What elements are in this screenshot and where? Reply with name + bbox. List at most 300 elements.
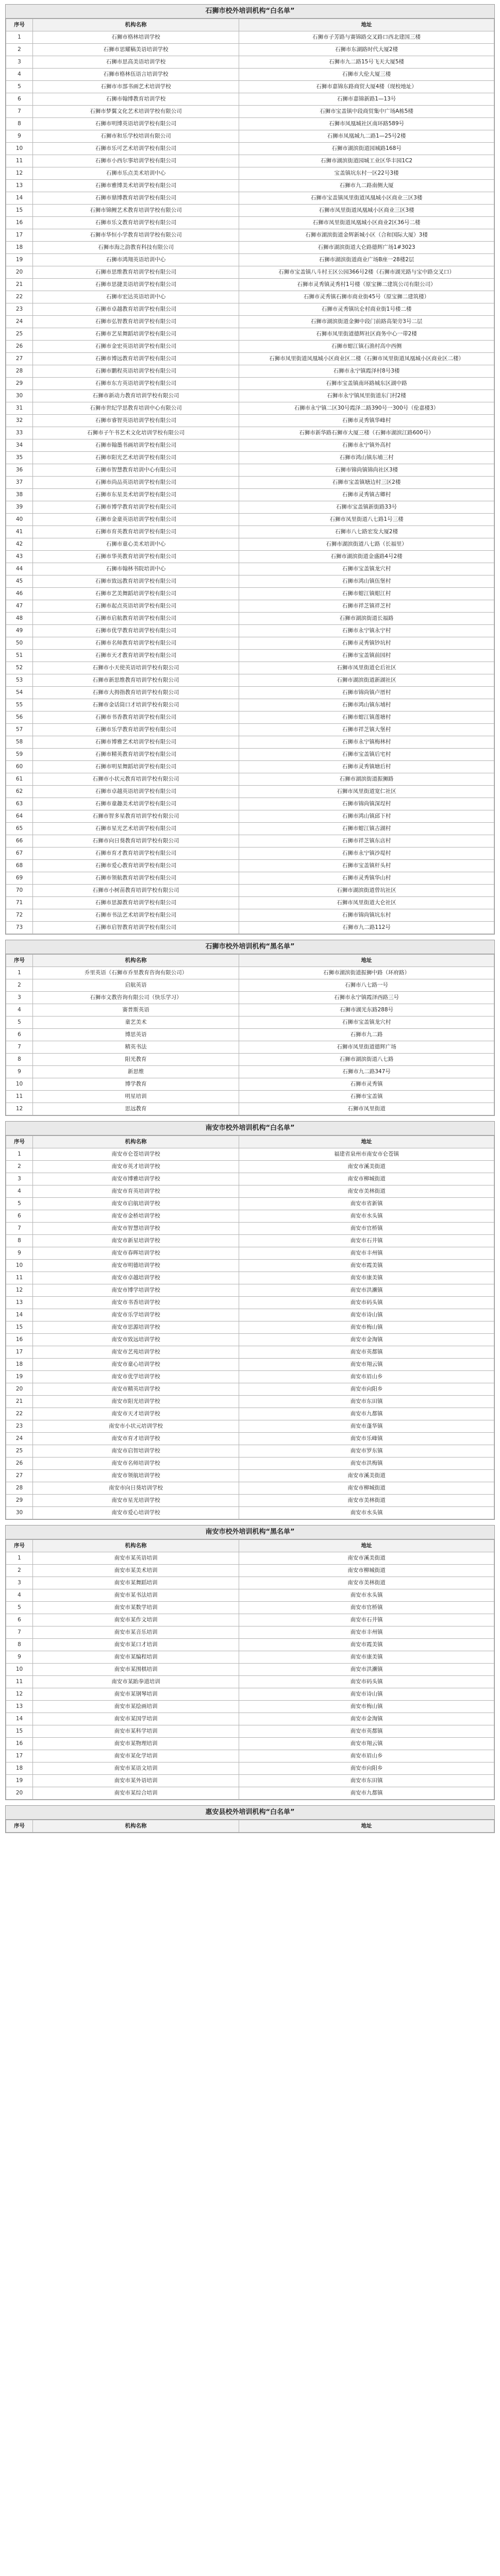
- table-row: [6, 514, 494, 526]
- cell-institution-name: 南安市某外语培训: [33, 1775, 239, 1787]
- cell-address: 南安市东田镇: [239, 1396, 494, 1408]
- cell-institution-name: 南安市精英培训学校: [33, 1383, 239, 1396]
- cell-address: 石狮市永宁镇沙堤村: [239, 848, 494, 860]
- table-row: [6, 1272, 494, 1284]
- cell-address: 石狮市祥芝镇东店村: [239, 835, 494, 848]
- table-header-row: [6, 1540, 494, 1552]
- table-row: [6, 848, 494, 860]
- table-row: [6, 613, 494, 625]
- cell-address: 石狮市宝盖镇八斗村王区公园366号2楼（石狮市湖光路与宝中路交叉口）: [239, 266, 494, 279]
- cell-institution-name: 南安市智慧培训学校: [33, 1223, 239, 1235]
- table-row: [6, 1688, 494, 1701]
- cell-institution-name: 石狮市鼎博教育培训学校有限公司: [33, 192, 239, 205]
- cell-index: 16: [6, 1738, 33, 1750]
- table-row: [6, 328, 494, 341]
- cell-institution-name: 石狮市思高美语培训学校: [33, 56, 239, 69]
- cell-index: 4: [6, 1004, 33, 1016]
- cell-address: 石狮市湖滨街道大仑路德辉广场1#3023: [239, 242, 494, 254]
- cell-index: 5: [6, 81, 33, 93]
- table-row: [6, 909, 494, 922]
- cell-index: 4: [6, 69, 33, 81]
- cell-index: 28: [6, 365, 33, 378]
- table-row: [6, 130, 494, 143]
- cell-index: 26: [6, 1458, 33, 1470]
- list-section: [5, 4, 495, 935]
- cell-institution-name: 南安市天才培训学校: [33, 1408, 239, 1420]
- cell-index: 35: [6, 452, 33, 464]
- table-row: [6, 1148, 494, 1161]
- cell-address: 石狮市湖滨街道金辉新城小区（合和国际大厦）3楼: [239, 229, 494, 242]
- section-title: 石狮市校外培训机构“黑名单”: [6, 940, 494, 954]
- table-row: [6, 1334, 494, 1346]
- table-row: [6, 291, 494, 303]
- table-row: [6, 798, 494, 810]
- cell-index: 13: [6, 180, 33, 192]
- header-name: 机构名称: [33, 955, 239, 967]
- cell-institution-name: 南安市某口才培训: [33, 1639, 239, 1651]
- cell-institution-name: 石狮市博学教育培训学校有限公司: [33, 501, 239, 514]
- header-address: 地址: [239, 1136, 494, 1148]
- cell-institution-name: 南安市星光培训学校: [33, 1495, 239, 1507]
- cell-address: 石狮市新华路石狮市大厦三楼（石狮市湖滨江路600号）: [239, 427, 494, 439]
- table-row: [6, 1173, 494, 1185]
- table-row: [6, 217, 494, 229]
- cell-index: 9: [6, 130, 33, 143]
- cell-address: 石狮市宝盖镇龙穴村: [239, 1016, 494, 1029]
- header-address: 地址: [239, 1820, 494, 1833]
- cell-address: 石狮市永宁镇霞泽村8号3楼: [239, 365, 494, 378]
- cell-address: 石狮市鸿山镇东埔村: [239, 699, 494, 711]
- cell-institution-name: 石狮市领航教育培训学校有限公司: [33, 872, 239, 885]
- cell-index: 30: [6, 1507, 33, 1519]
- table-row: [6, 155, 494, 167]
- cell-address: 石狮市锦尚镇深埕村: [239, 798, 494, 810]
- cell-institution-name: 石狮市弘智教育培训学校有限公司: [33, 316, 239, 328]
- table-row: [6, 563, 494, 575]
- cell-institution-name: 南安市艺苑培训学校: [33, 1346, 239, 1359]
- cell-institution-name: 南安市某作文培训: [33, 1614, 239, 1626]
- table-header-row: [6, 19, 494, 31]
- table-row: [6, 538, 494, 551]
- cell-index: 4: [6, 1185, 33, 1198]
- cell-institution-name: 石狮市思捷美语培训学校有限公司: [33, 279, 239, 291]
- cell-institution-name: 石狮市宏达英语培训中心: [33, 291, 239, 303]
- cell-institution-name: 石狮市明博英语培训学校有限公司: [33, 118, 239, 130]
- table-row: [6, 749, 494, 761]
- cell-institution-name: 石狮市华英教育培训学校有限公司: [33, 551, 239, 563]
- cell-index: 6: [6, 93, 33, 106]
- cell-index: 1: [6, 1552, 33, 1565]
- table-row: [6, 452, 494, 464]
- cell-address: 南安市丰州镇: [239, 1247, 494, 1260]
- table-row: [6, 1433, 494, 1445]
- cell-index: 63: [6, 798, 33, 810]
- cell-institution-name: 南安市某美术培训: [33, 1565, 239, 1577]
- cell-index: 11: [6, 1676, 33, 1688]
- cell-institution-name: 石狮市翰墨书画培训学校有限公司: [33, 439, 239, 452]
- cell-index: 40: [6, 514, 33, 526]
- cell-institution-name: 南安市春晖培训学校: [33, 1247, 239, 1260]
- table-row: [6, 1004, 494, 1016]
- table-row: [6, 810, 494, 823]
- cell-address: 南安市蓬华镇: [239, 1420, 494, 1433]
- table-row: [6, 1577, 494, 1589]
- table-row: [6, 402, 494, 415]
- cell-address: 石狮市灵秀镇坑仑村商业街1号楼二楼: [239, 303, 494, 316]
- table-row: [6, 1458, 494, 1470]
- cell-index: 36: [6, 464, 33, 477]
- table-row: [6, 1775, 494, 1787]
- cell-address: 南安市霞美镇: [239, 1260, 494, 1272]
- cell-institution-name: 南安市博雅培训学校: [33, 1173, 239, 1185]
- cell-address: 南安市官桥镇: [239, 1602, 494, 1614]
- table-row: [6, 118, 494, 130]
- cell-institution-name: 南安市某语文培训: [33, 1762, 239, 1775]
- cell-institution-name: 南安市英才培训学校: [33, 1161, 239, 1173]
- cell-institution-name: 博学教育: [33, 1078, 239, 1091]
- cell-address: 石狮市湖滨街道振狮路: [239, 773, 494, 786]
- cell-address: 南安市英都镇: [239, 1725, 494, 1738]
- cell-institution-name: 南安市某书法培训: [33, 1589, 239, 1602]
- cell-index: 12: [6, 1284, 33, 1297]
- table-row: [6, 501, 494, 514]
- table-row: [6, 1161, 494, 1173]
- cell-address: 石狮市凤里街道大仑社区: [239, 897, 494, 909]
- cell-institution-name: 石狮市卓越教育培训学校有限公司: [33, 303, 239, 316]
- cell-index: 11: [6, 1091, 33, 1103]
- table-row: [6, 526, 494, 538]
- cell-index: 13: [6, 1297, 33, 1309]
- cell-address: 石狮市永宁镇永宁村: [239, 625, 494, 637]
- cell-index: 9: [6, 1066, 33, 1078]
- cell-index: 10: [6, 1078, 33, 1091]
- table-row: [6, 69, 494, 81]
- table-row: [6, 823, 494, 835]
- section-title: 石狮市校外培训机构“白名单”: [6, 5, 494, 19]
- cell-institution-name: 石狮市博雅艺术培训学校有限公司: [33, 736, 239, 749]
- list-section: [5, 1121, 495, 1520]
- table-row: [6, 81, 494, 93]
- table-row: [6, 353, 494, 365]
- cell-address: 石狮市灵秀镇灵秀村1号楼（原宝狮二建筑公司有限公司）: [239, 279, 494, 291]
- cell-address: 石狮市灵秀镇华山村: [239, 872, 494, 885]
- cell-address: 南安市石井镇: [239, 1614, 494, 1626]
- table-row: [6, 1185, 494, 1198]
- cell-address: 石狮市宝盖镇塘边村三区2楼: [239, 477, 494, 489]
- cell-institution-name: 石狮市雅博美术培训学校有限公司: [33, 180, 239, 192]
- header-name: 机构名称: [33, 19, 239, 31]
- table-row: [6, 1359, 494, 1371]
- cell-institution-name: 明星培训: [33, 1091, 239, 1103]
- cell-address: 南安市金淘镇: [239, 1334, 494, 1346]
- cell-institution-name: 石狮市鸿翔英语培训中心: [33, 254, 239, 266]
- cell-address: 石狮市蚶江镇蚶江村: [239, 588, 494, 600]
- table-row: [6, 44, 494, 56]
- list-section: [5, 1805, 495, 1833]
- cell-address: 石狮市九二路15号飞天大厦5楼: [239, 56, 494, 69]
- table-row: [6, 1495, 494, 1507]
- cell-address: 石狮市宝盖镇: [239, 1091, 494, 1103]
- cell-institution-name: 南安市某数学培训: [33, 1602, 239, 1614]
- table-row: [6, 1091, 494, 1103]
- table-row: [6, 1078, 494, 1091]
- table-row: [6, 1639, 494, 1651]
- cell-index: 14: [6, 1713, 33, 1725]
- cell-institution-name: 石狮市锦鲤艺术教育培训学校有限公司: [33, 205, 239, 217]
- table-row: [6, 761, 494, 773]
- cell-index: 33: [6, 427, 33, 439]
- cell-address: 石狮市宝盖镇前园村: [239, 650, 494, 662]
- table-row: [6, 205, 494, 217]
- cell-address: 石狮市蚶江镇石渔村高中西侧: [239, 341, 494, 353]
- institution-table: [6, 1820, 494, 1833]
- table-row: [6, 229, 494, 242]
- cell-index: 56: [6, 711, 33, 724]
- table-row: [6, 477, 494, 489]
- header-index: 序号: [6, 19, 33, 31]
- cell-index: 20: [6, 1383, 33, 1396]
- header-address: 地址: [239, 1540, 494, 1552]
- cell-address: 南安市眉山乡: [239, 1750, 494, 1762]
- table-row: [6, 1651, 494, 1664]
- cell-address: 石狮市宝盖镇龙穴村: [239, 563, 494, 575]
- cell-address: 石狮市湖滨街道八七路（长福里）: [239, 538, 494, 551]
- table-row: [6, 711, 494, 724]
- cell-institution-name: 石狮市优学教育培训学校有限公司: [33, 625, 239, 637]
- cell-institution-name: 石狮市市部书画艺术培训学校: [33, 81, 239, 93]
- cell-institution-name: 石狮市育英教育培训学校有限公司: [33, 526, 239, 538]
- cell-index: 24: [6, 1433, 33, 1445]
- cell-index: 9: [6, 1651, 33, 1664]
- cell-institution-name: 石狮市格林培训学校: [33, 31, 239, 44]
- cell-institution-name: 南安市思源培训学校: [33, 1321, 239, 1334]
- table-row: [6, 1198, 494, 1210]
- cell-address: 南安市诗山镇: [239, 1688, 494, 1701]
- cell-institution-name: 南安市某钢琴培训: [33, 1688, 239, 1701]
- cell-address: 石狮市永宁镇外高村: [239, 439, 494, 452]
- cell-institution-name: 南安市某英语培训: [33, 1552, 239, 1565]
- cell-index: 64: [6, 810, 33, 823]
- cell-institution-name: 南安市爱心培训学校: [33, 1507, 239, 1519]
- cell-address: 南安市水头镇: [239, 1507, 494, 1519]
- cell-address: 南安市眉山乡: [239, 1371, 494, 1383]
- cell-index: 5: [6, 1602, 33, 1614]
- table-row: [6, 1408, 494, 1420]
- cell-index: 17: [6, 1750, 33, 1762]
- cell-address: 石狮市八七路一号: [239, 979, 494, 992]
- cell-address: 石狮市湖滨街道园城工业区华丰园1C2: [239, 155, 494, 167]
- cell-address: 南安市洪濑镇: [239, 1664, 494, 1676]
- table-row: [6, 1738, 494, 1750]
- cell-address: 南安市九都镇: [239, 1787, 494, 1800]
- cell-index: 14: [6, 1309, 33, 1321]
- cell-institution-name: 南安市某综合培训: [33, 1787, 239, 1800]
- header-name: 机构名称: [33, 1820, 239, 1833]
- cell-index: 7: [6, 106, 33, 118]
- cell-institution-name: 石狮市东方英语培训学校有限公司: [33, 378, 239, 390]
- cell-index: 57: [6, 724, 33, 736]
- table-row: [6, 1235, 494, 1247]
- cell-address: 南安市英都镇: [239, 1346, 494, 1359]
- cell-institution-name: 石狮市名师教育培训学校有限公司: [33, 637, 239, 650]
- cell-address: 南安市乐峰镇: [239, 1433, 494, 1445]
- cell-institution-name: 石狮市小树苗教育培训学校有限公司: [33, 885, 239, 897]
- cell-institution-name: 石狮市精英教育培训学校有限公司: [33, 749, 239, 761]
- cell-institution-name: 南安市启航培训学校: [33, 1198, 239, 1210]
- cell-address: 南安市康美镇: [239, 1651, 494, 1664]
- cell-address: 石狮市湖滨街道商业广场B座一28楼2层: [239, 254, 494, 266]
- cell-address: 石狮市蚶江镇古湖村: [239, 823, 494, 835]
- cell-address: 石狮市祥芝镇祥芝村: [239, 600, 494, 613]
- cell-index: 8: [6, 1054, 33, 1066]
- cell-index: 21: [6, 279, 33, 291]
- table-row: [6, 1223, 494, 1235]
- cell-institution-name: 阳光教育: [33, 1054, 239, 1066]
- cell-address: 石狮市湖滨街道金盛路4号2楼: [239, 551, 494, 563]
- cell-index: 20: [6, 266, 33, 279]
- cell-institution-name: 思远教育: [33, 1103, 239, 1115]
- cell-address: 石狮市灵秀镇华峰村: [239, 415, 494, 427]
- table-row: [6, 860, 494, 872]
- cell-address: 南安市美林街道: [239, 1577, 494, 1589]
- section-title: 南安市校外培训机构“黑名单”: [6, 1526, 494, 1539]
- cell-address: 石狮市祥芝镇大堡村: [239, 724, 494, 736]
- cell-index: 11: [6, 1272, 33, 1284]
- cell-index: 2: [6, 44, 33, 56]
- cell-index: 31: [6, 402, 33, 415]
- header-name: 机构名称: [33, 1540, 239, 1552]
- cell-address: 石狮市凤里街道仑后社区: [239, 662, 494, 674]
- cell-index: 43: [6, 551, 33, 563]
- table-row: [6, 1565, 494, 1577]
- cell-index: 19: [6, 1371, 33, 1383]
- table-row: [6, 1445, 494, 1458]
- cell-index: 22: [6, 291, 33, 303]
- cell-address: 南安市溪美街道: [239, 1161, 494, 1173]
- cell-institution-name: 赛普斯英语: [33, 1004, 239, 1016]
- table-row: [6, 835, 494, 848]
- cell-address: 石狮市湖滨街道园城路168号: [239, 143, 494, 155]
- table-row: [6, 106, 494, 118]
- table-row: [6, 674, 494, 687]
- cell-index: 29: [6, 378, 33, 390]
- cell-institution-name: 石狮市海之韵教育科技有限公司: [33, 242, 239, 254]
- cell-institution-name: 石狮市格林伍语言培训学校: [33, 69, 239, 81]
- cell-address: 石狮市灵秀镇钞坑村: [239, 637, 494, 650]
- header-index: 序号: [6, 1136, 33, 1148]
- cell-index: 7: [6, 1626, 33, 1639]
- cell-index: 8: [6, 118, 33, 130]
- cell-index: 45: [6, 575, 33, 588]
- cell-institution-name: 南安市某科学培训: [33, 1725, 239, 1738]
- cell-institution-name: 南安市某舞蹈培训: [33, 1577, 239, 1589]
- cell-institution-name: 南安市金桥培训学校: [33, 1210, 239, 1223]
- table-row: [6, 464, 494, 477]
- table-row: [6, 922, 494, 934]
- table-row: [6, 1309, 494, 1321]
- table-row: [6, 242, 494, 254]
- cell-institution-name: 石狮市乐可艺术培训学校有限公司: [33, 143, 239, 155]
- cell-index: 1: [6, 31, 33, 44]
- cell-index: 19: [6, 254, 33, 266]
- cell-index: 12: [6, 1688, 33, 1701]
- cell-index: 29: [6, 1495, 33, 1507]
- cell-institution-name: 南安市启智培训学校: [33, 1445, 239, 1458]
- cell-index: 17: [6, 1346, 33, 1359]
- table-row: [6, 967, 494, 979]
- header-index: 序号: [6, 1820, 33, 1833]
- cell-address: 石狮市永宁镇霞泽西路三号: [239, 992, 494, 1004]
- cell-institution-name: 石狮市子午书艺术文化培训学校有限公司: [33, 427, 239, 439]
- cell-address: 南安市省新镇: [239, 1198, 494, 1210]
- table-row: [6, 1762, 494, 1775]
- cell-institution-name: 南安市名师培训学校: [33, 1458, 239, 1470]
- cell-index: 38: [6, 489, 33, 501]
- cell-index: 8: [6, 1235, 33, 1247]
- cell-index: 11: [6, 155, 33, 167]
- cell-index: 19: [6, 1775, 33, 1787]
- cell-index: 10: [6, 1260, 33, 1272]
- cell-institution-name: 石狮市和乐学校培训有限公司: [33, 130, 239, 143]
- cell-index: 46: [6, 588, 33, 600]
- institution-table: [6, 1136, 494, 1519]
- table-row: [6, 93, 494, 106]
- cell-address: 南安市梅山镇: [239, 1321, 494, 1334]
- cell-address: 石狮市永宁镇凤里街道东门村2楼: [239, 390, 494, 402]
- table-row: [6, 192, 494, 205]
- table-row: [6, 1396, 494, 1408]
- table-row: [6, 1614, 494, 1626]
- cell-institution-name: 石狮市新动力教育培训学校有限公司: [33, 390, 239, 402]
- cell-address: 石狮市子芳路与赛锦路交叉路口西北建国三楼: [239, 31, 494, 44]
- cell-index: 68: [6, 860, 33, 872]
- table-row: [6, 1247, 494, 1260]
- cell-address: 石狮市灵秀镇石狮市商业街45号（原宝狮二建筑楼）: [239, 291, 494, 303]
- cell-institution-name: 南安市小状元培训学校: [33, 1420, 239, 1433]
- cell-institution-name: 精英书法: [33, 1041, 239, 1054]
- cell-index: 69: [6, 872, 33, 885]
- table-row: [6, 254, 494, 266]
- cell-institution-name: 南安市乐学培训学校: [33, 1309, 239, 1321]
- cell-index: 3: [6, 992, 33, 1004]
- cell-institution-name: 南安市致远培训学校: [33, 1334, 239, 1346]
- cell-index: 37: [6, 477, 33, 489]
- cell-index: 22: [6, 1408, 33, 1420]
- cell-institution-name: 石狮市明星舞蹈培训学校有限公司: [33, 761, 239, 773]
- cell-address: 石狮市永宁镇二区30号霞泽二路390号一300号（伦嘉楼3）: [239, 402, 494, 415]
- table-row: [6, 167, 494, 180]
- cell-index: 25: [6, 1445, 33, 1458]
- cell-index: 3: [6, 56, 33, 69]
- cell-institution-name: 石狮市金宏英语培训学校有限公司: [33, 341, 239, 353]
- cell-address: 南安市码头镇: [239, 1297, 494, 1309]
- cell-address: 南安市九都镇: [239, 1408, 494, 1420]
- cell-institution-name: 石狮市智多星教育培训学校有限公司: [33, 810, 239, 823]
- list-section: [5, 1525, 495, 1800]
- cell-index: 20: [6, 1787, 33, 1800]
- cell-index: 1: [6, 1148, 33, 1161]
- table-row: [6, 1507, 494, 1519]
- cell-address: 南安市东田镇: [239, 1775, 494, 1787]
- table-row: [6, 1470, 494, 1482]
- cell-address: 石狮市宝盖镇凤里街道凤凰城小区商业三区3楼: [239, 192, 494, 205]
- table-row: [6, 885, 494, 897]
- header-index: 序号: [6, 955, 33, 967]
- table-row: [6, 56, 494, 69]
- cell-address: 南安市翔云镇: [239, 1359, 494, 1371]
- table-row: [6, 897, 494, 909]
- cell-index: 3: [6, 1173, 33, 1185]
